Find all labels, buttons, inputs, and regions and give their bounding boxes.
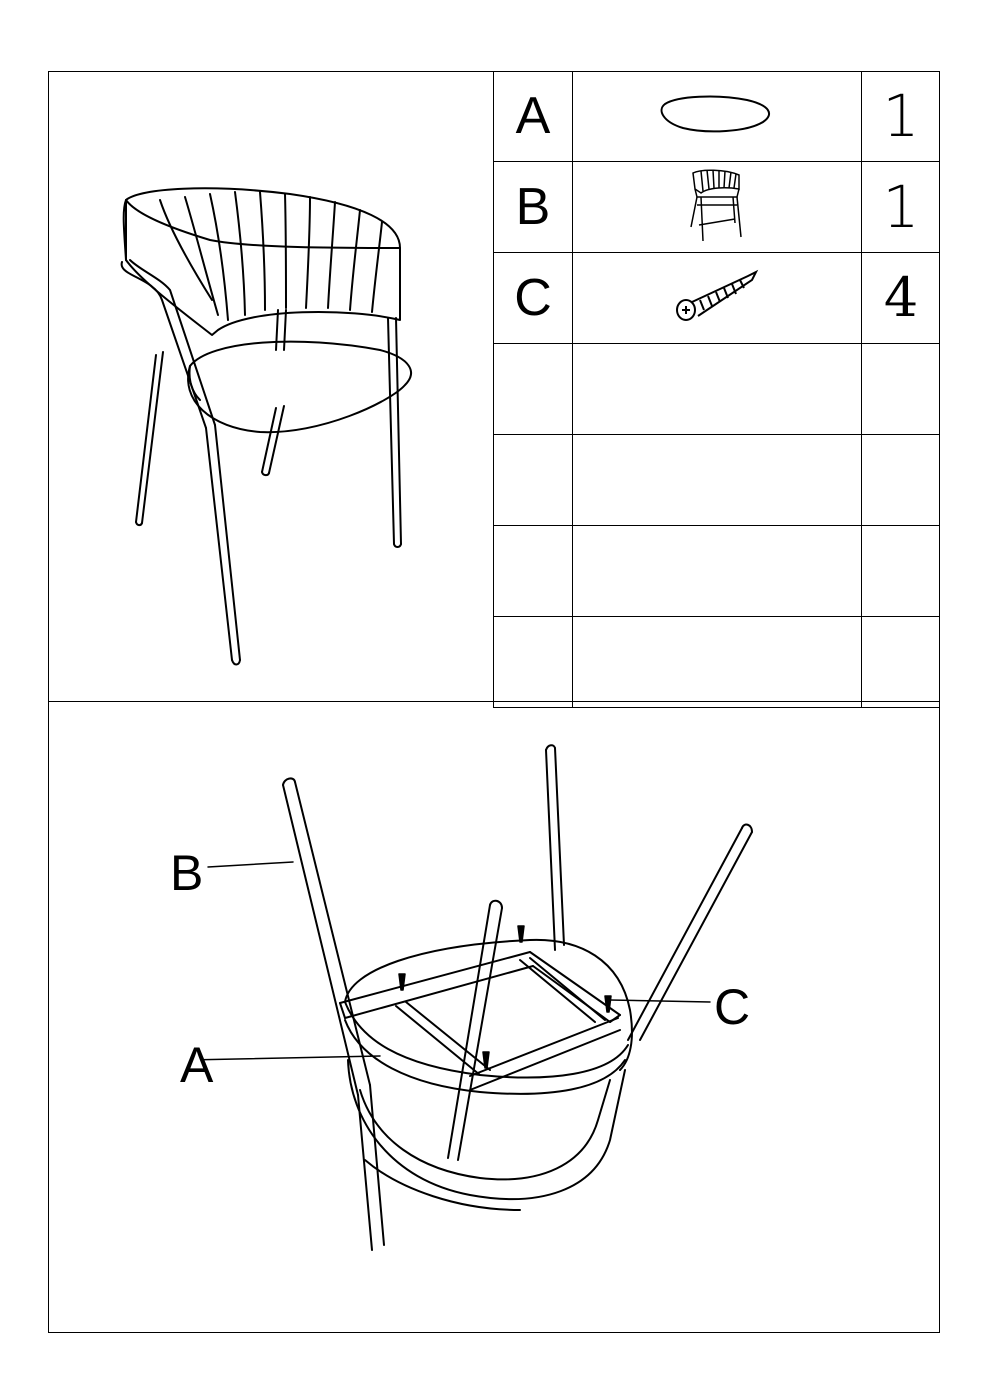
chair-frame-icon [687, 167, 747, 243]
part-quantity: 1 [882, 173, 920, 241]
callout-b: B [170, 845, 204, 901]
part-letter: A [515, 87, 551, 145]
parts-row [494, 71, 941, 162]
part-letter: C [514, 269, 552, 327]
seat-cushion-icon [657, 92, 777, 136]
parts-row [494, 253, 941, 344]
parts-row [494, 344, 941, 435]
parts-row [494, 162, 941, 253]
parts-row [494, 526, 941, 617]
part-quantity: 1 [882, 82, 920, 150]
screw-icon [672, 266, 762, 326]
part-quantity: 4 [883, 266, 919, 329]
parts-row [494, 617, 941, 708]
parts-row [494, 435, 941, 526]
assembled-chair-illustration [100, 170, 440, 680]
callout-a: A [180, 1037, 214, 1093]
callout-c: C [714, 979, 751, 1035]
part-letter: B [515, 178, 551, 236]
assembly-diagram [200, 740, 800, 1260]
parts-table [493, 71, 940, 702]
